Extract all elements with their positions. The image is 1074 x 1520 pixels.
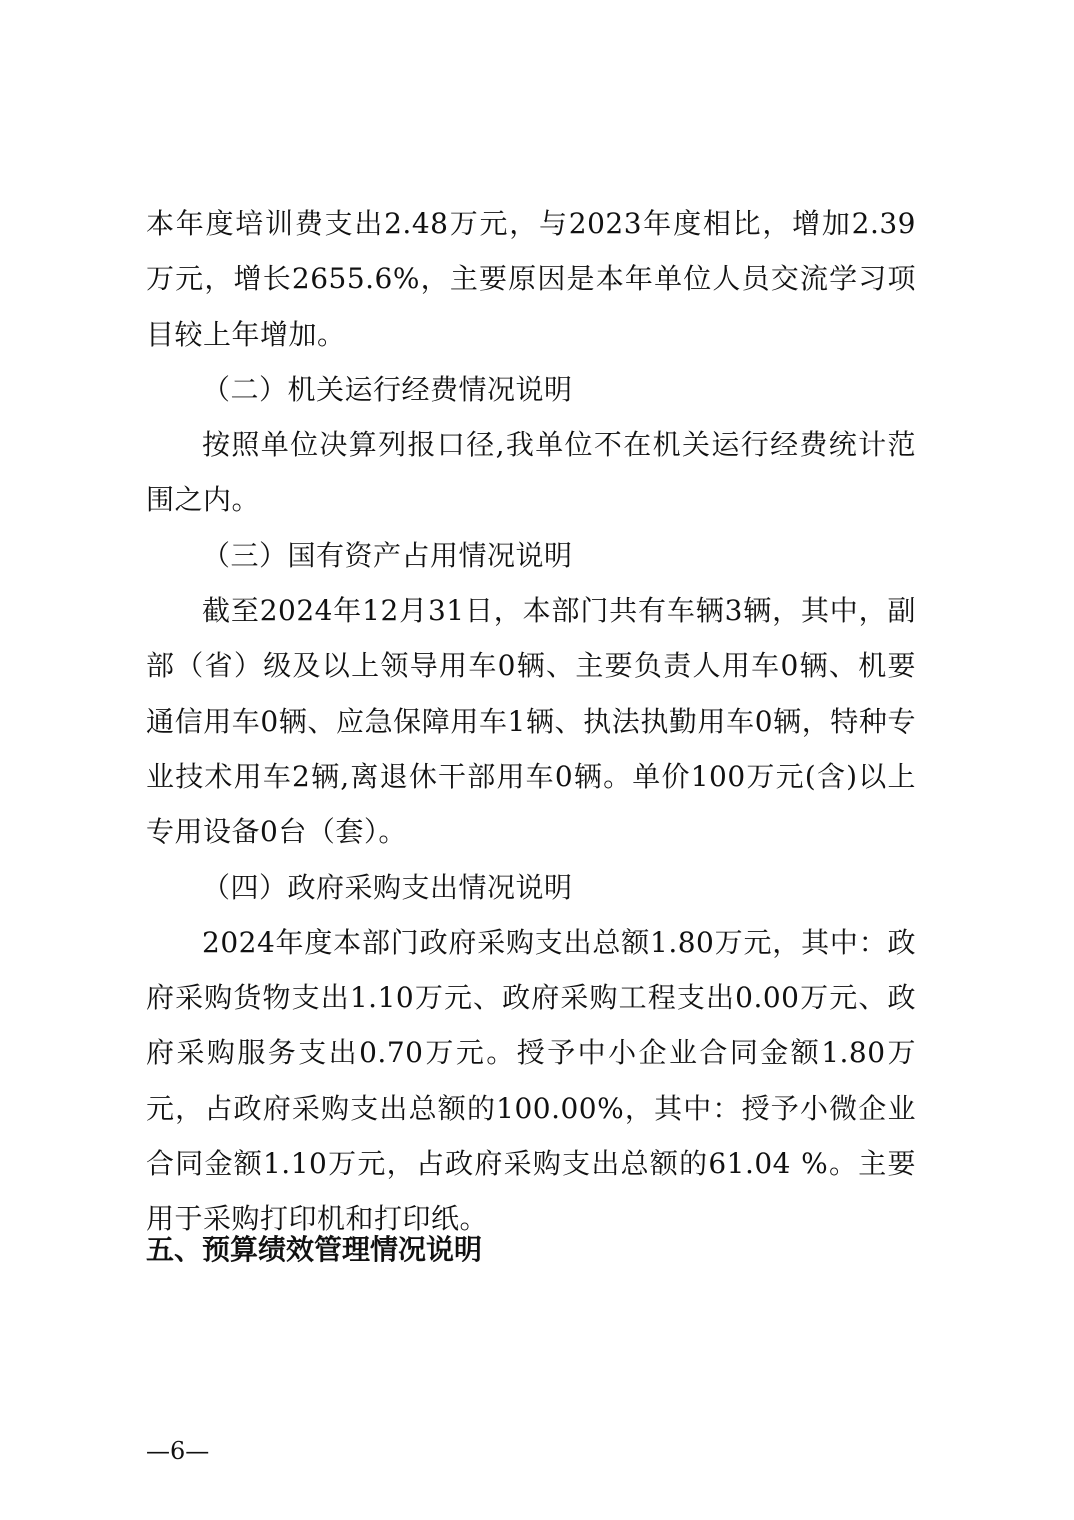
paragraph-state-assets: 截至2024年12月31日，本部门共有车辆3辆，其中，副部（省）级及以上领导用车0辆、主要负责人用车0辆、机要通信用车0辆、应急保障用车1辆、执法执勤用车0辆，特种专业技术用车2辆,离退休干部用车0辆。单价100万元(含)以上专用设备0台（套）。 xyxy=(146,594,916,849)
section-heading-performance: 五、预算绩效管理情况说明 xyxy=(146,1233,483,1266)
paragraph-operating-expense: 按照单位决算列报口径,我单位不在机关运行经费统计范围之内。 xyxy=(146,428,916,517)
page-number: —6— xyxy=(146,1437,210,1465)
subheading-operating-expense: （二）机关运行经费情况说明 xyxy=(202,372,573,406)
document-body xyxy=(146,196,916,1247)
paragraph-training-expense: 本年度培训费支出2.48万元，与2023年度相比，增加2.39万元，增长2655.6%，主要原因是本年单位人员交流学习项目较上年增加。 xyxy=(146,207,916,351)
paragraph-government-procurement: 2024年度本部门政府采购支出总额1.80万元，其中：政府采购货物支出1.10万元、政府采购工程支出0.00万元、政府采购服务支出0.70万元。授予中小企业合同金额1.80万元，占政府采购支出总额的100.00%，其中：授予小微企业合同金额1.10万元，占政府采购支出总额的61.04 %。主要用于采购打印机和打印纸。 xyxy=(146,925,916,1236)
subheading-government-procurement: （四）政府采购支出情况说明 xyxy=(202,870,573,904)
subheading-state-assets: （三）国有资产占用情况说明 xyxy=(202,538,573,572)
